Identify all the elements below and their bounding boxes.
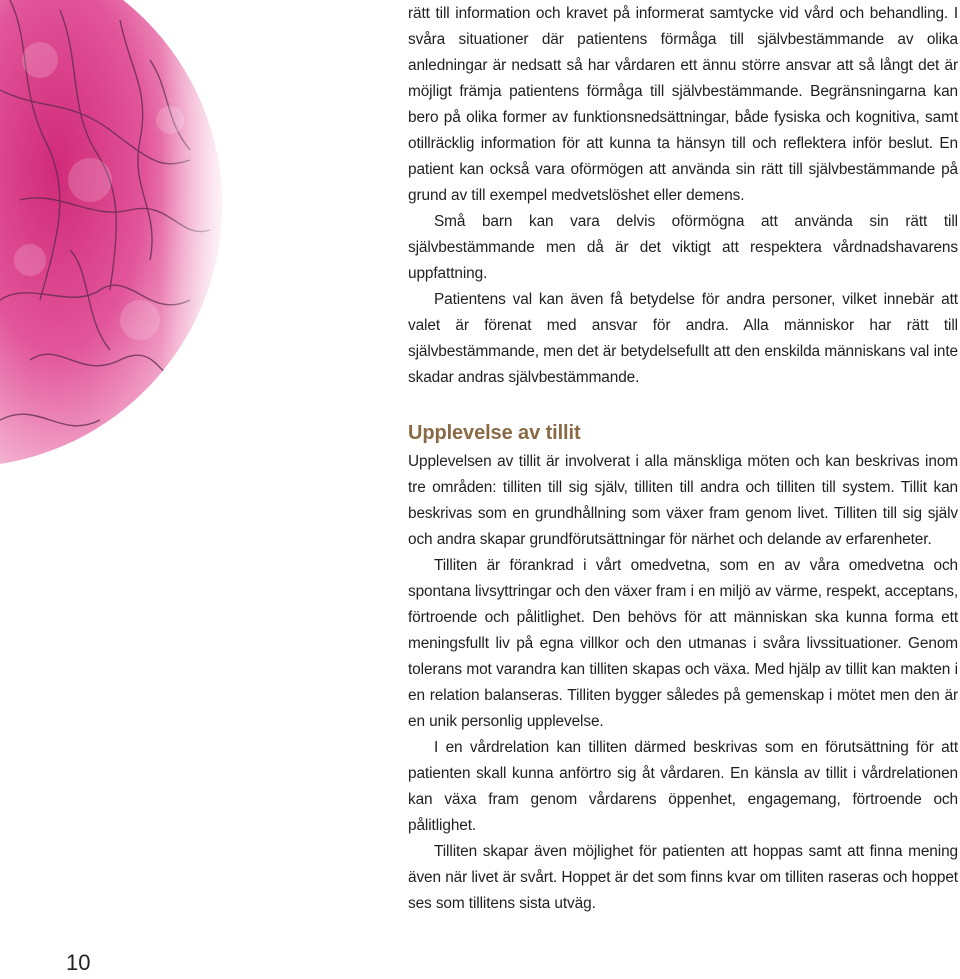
body-paragraph: I en vårdrelation kan tilliten därmed beskrivas som en förutsättning för att patienten skall kunna anförtro sig åt vårdaren. En känsla av tillit i vårdrelationen kan växa fram genom vårdarens öppenhet, engagemang, förtroende och pålitlighet. bbox=[408, 739, 958, 834]
decorative-pink-circle-image bbox=[0, 0, 230, 480]
section-heading: Upplevelse av tillit bbox=[408, 422, 581, 444]
main-text-column bbox=[408, 0, 958, 917]
body-paragraph: Upplevelsen av tillit är involverat i alla mänskliga möten och kan beskrivas inom tre områden: tilliten till sig själv, tilliten till andra och tilliten till system. Tillit kan beskrivas som en grundhållning som växer fram genom livet. Tilliten till sig själv och andra skapar grundförutsättningar för närhet och delande av erfarenheter. bbox=[408, 453, 958, 548]
page-number: 10 bbox=[66, 950, 91, 975]
body-paragraph: Tilliten skapar även möjlighet för patienten att hoppas samt att finna mening även när livet är svårt. Hoppet är det som finns kvar om tilliten raseras och hoppet ses som tillitens sista utväg. bbox=[408, 843, 958, 912]
pink-tissue-illustration bbox=[0, 0, 230, 480]
body-paragraph: rätt till information och kravet på informerat samtycke vid vård och behandling. I svåra situationer där patientens förmåga till självbestämmande av olika anledningar är nedsatt så har vårdaren ett ännu större ansvar att så långt det är möjligt främja patientens förmåga till självbestämmande. Begränsningarna kan bero på olika former av funktionsnedsättningar, både fysiska och kognitiva, samt otillräcklig information för att kunna ta hänsyn till och reflektera inför beslut. En patient kan också vara oförmögen att använda sin rätt till självbestämmande på grund av till exempel medvetslöshet eller demens. bbox=[408, 5, 958, 204]
body-paragraph: Små barn kan vara delvis oförmögna att använda sin rätt till självbestämmande men då är det viktigt att respektera vårdnadshavarens uppfattning. bbox=[408, 213, 958, 282]
body-paragraph: Tilliten är förankrad i vårt omedvetna, som en av våra omedvetna och spontana livsyttringar och den växer fram i en miljö av värme, respekt, acceptans, förtroende och pålitlighet. Den behövs för att människan ska kunna forma ett meningsfullt liv på egna villkor och den utmanas i svåra livssituationer. Genom tolerans mot varandra kan tilliten skapas och växa. Med hjälp av tillit kan makten i en relation balanseras. Tilliten bygger således på gemenskap i mötet men den är en unik personlig upplevelse. bbox=[408, 557, 958, 730]
body-paragraph: Patientens val kan även få betydelse för andra personer, vilket innebär att valet är förenat med ansvar för andra. Alla människor har rätt till självbestämmande, men det är betydelsefullt att den enskilda människans val inte skadar andras självbestämmande. bbox=[408, 291, 958, 386]
